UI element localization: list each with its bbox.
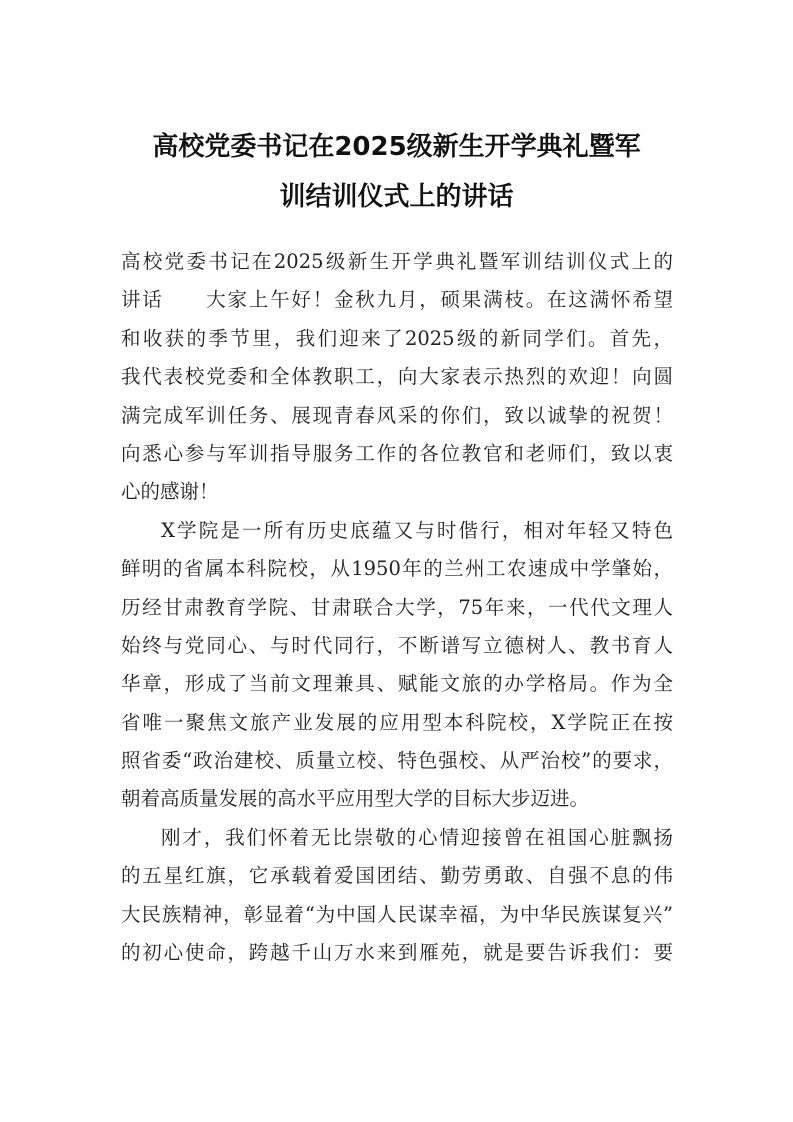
paragraph-line: 向悉心参与军训指导服务工作的各位教官和老师们，致以衷 [121,441,673,465]
document-body [121,243,673,972]
paragraph-line: X学院是一所有历史底蕴又与时偕行，相对年轻又特色 [161,518,673,542]
paragraph-line: 我代表校党委和全体教职工，向大家表示热烈的欢迎！向圆 [121,365,673,389]
title-line: 高校党委书记在2025级新生开学典礼暨军 [152,132,641,162]
paragraph-line: 满完成军训任务、展现青春风采的你们，致以诚挚的祝贺！ [121,403,673,427]
title-line: 训结训仪式上的讲话 [279,182,514,212]
paragraph-line: 大民族精神，彰显着“为中国人民谋幸福，为中华民族谋复兴” [121,902,673,926]
paragraph-line: 历经甘肃教育学院、甘肃联合大学，75年来，一代代文理人 [121,595,673,619]
paragraph-line: 的初心使命，跨越千山万水来到雁苑，就是要告诉我们：要 [121,941,673,965]
paragraph-line: 华章，形成了当前文理兼具、赋能文旅的办学格局。作为全 [121,672,673,696]
paragraph-line: 高校党委书记在2025级新生开学典礼暨军训结训仪式上的 [121,250,673,273]
paragraph-line: 刚才，我们怀着无比崇敬的心情迎接曾在祖国心脏飘扬 [161,825,673,849]
paragraph-line: 照省委“政治建校、质量立校、特色强校、从严治校”的要求， [121,749,673,773]
paragraph-line: 省唯一聚焦文旅产业发展的应用型本科院校，X学院正在按 [121,710,673,734]
paragraph-line: 和收获的季节里，我们迎来了2025级的新同学们。首先， [121,326,673,350]
paragraph-line: 鲜明的省属本科院校，从1950年的兰州工农速成中学肇始， [121,557,673,581]
paragraph-line: 讲话 大家上午好！金秋九月，硕果满枝。在这满怀希望 [121,288,673,312]
paragraph-line: 心的感谢！ [121,480,219,504]
paragraph-line: 始终与党同心、与时代同行，不断谱写立德树人、教书育人 [121,633,673,657]
paragraph-line: 的五星红旗，它承载着爱国团结、勤劳勇敢、自强不息的伟 [121,864,673,888]
paragraph-line: 朝着高质量发展的高水平应用型大学的目标大步迈进。 [121,787,590,811]
document-title [90,122,703,222]
